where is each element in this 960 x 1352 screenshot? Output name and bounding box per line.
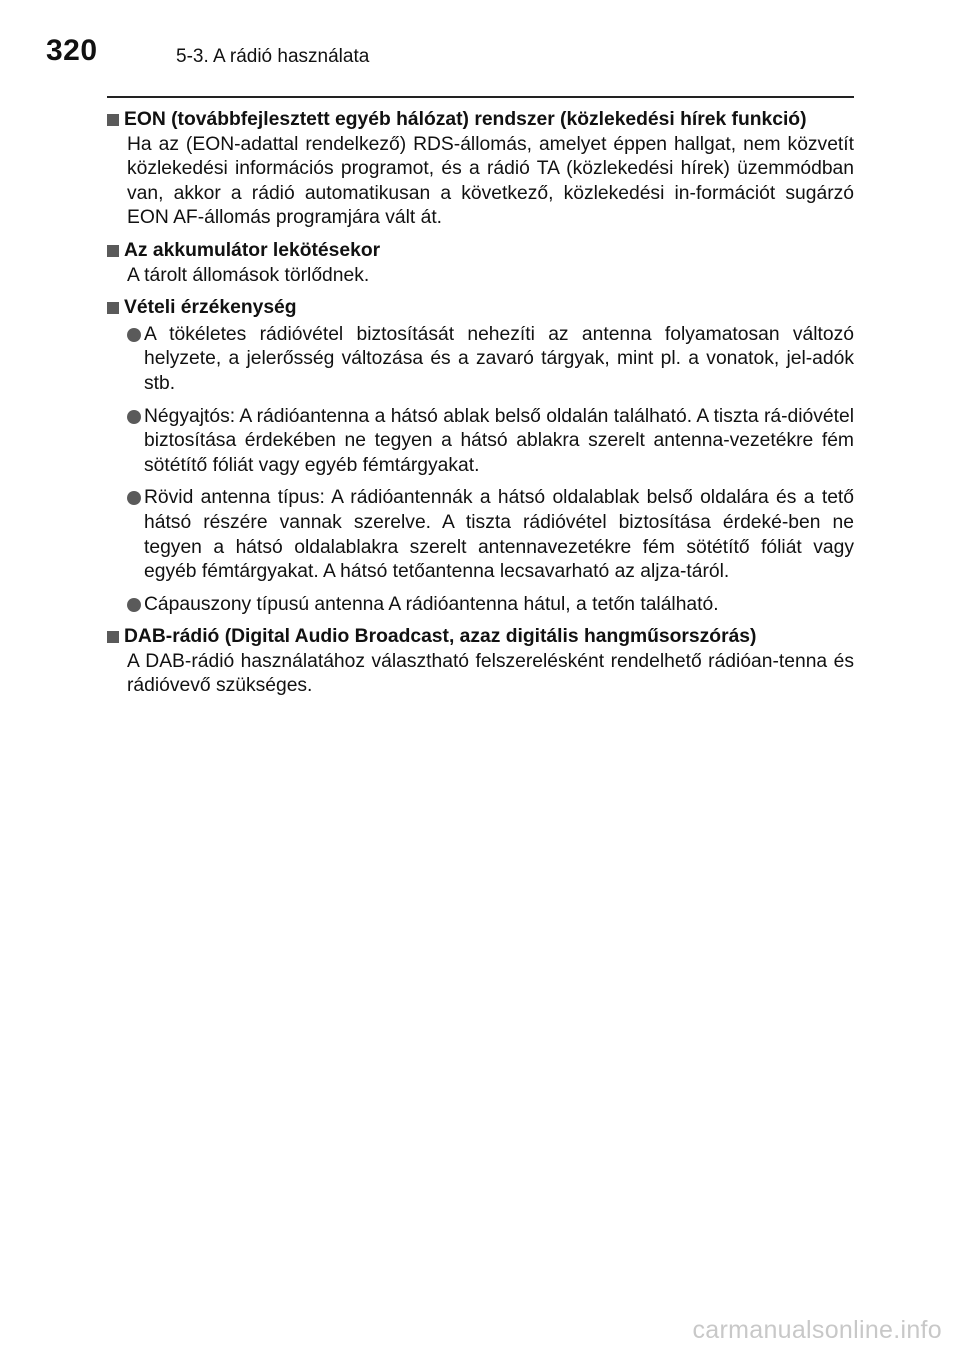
- section-heading: [107, 108, 854, 133]
- square-bullet-icon: [107, 631, 119, 643]
- section-heading: [107, 625, 854, 650]
- section-heading-text: EON (továbbfejlesztett egyéb hálózat) rendszer (közlekedési hírek funkció): [124, 109, 807, 130]
- header-divider: [107, 96, 854, 98]
- round-bullet-icon: [127, 410, 141, 424]
- section-dab: [107, 625, 854, 699]
- section-battery: [107, 239, 854, 288]
- section-title: 5-3. A rádió használata: [176, 46, 370, 67]
- section-heading-text: Az akkumulátor lekötésekor: [124, 239, 381, 261]
- watermark: carmanualsonline.info: [692, 1316, 942, 1344]
- section-heading-text: Vételi érzékenység: [124, 297, 297, 319]
- square-bullet-icon: [107, 245, 119, 257]
- page-number: 320: [46, 34, 98, 67]
- round-bullet-icon: [127, 328, 141, 342]
- list-item: [127, 323, 854, 397]
- section-heading: [107, 296, 854, 321]
- list-item-text: Rövid antenna típus: A rádióantennák a hátsó oldalablak belső oldalára és a tető hátsó részére vannak szerelve. A tiszta rádióvétel biztosítása érdeké-ben ne tegyen a hátsó oldalablakra szerelt antennavezetékre fém sötétítő fóliát vagy egyéb fémtárgyakat. A hátsó tetőantenna lecsavarható az aljza-táról.: [144, 487, 854, 583]
- section-heading-text: DAB-rádió (Digital Audio Broadcast, azaz digitális hangműsorszórás): [124, 626, 757, 648]
- section-eon: [107, 108, 854, 231]
- round-bullet-icon: [127, 491, 141, 505]
- section-reception: [107, 296, 854, 617]
- list-item: [127, 486, 854, 584]
- square-bullet-icon: [107, 114, 119, 126]
- list-item-text: A tökéletes rádióvétel biztosítását nehezíti az antenna folyamatosan változó helyzete, a jelerősség változása és a zavaró tárgyak, mint pl. a vonatok, jel-adók stb.: [144, 323, 854, 394]
- section-body: A DAB-rádió használatához választható felszerelésként rendelhető rádióan-tenna és rádióvevő szükséges.: [127, 650, 854, 697]
- page-content: [107, 108, 854, 707]
- list-item: [127, 593, 854, 618]
- list-item-text: Négyajtós: A rádióantenna a hátsó ablak belső oldalán található. A tiszta rá-dióvétel biztosítása érdekében ne tegyen a hátsó ablakra szerelt antenna-vezetékre fém sötétítő fóliát vagy egyéb fémtárgyakat.: [144, 405, 854, 476]
- section-body: Ha az (EON-adattal rendelkező) RDS-állomás, amelyet éppen hallgat, nem közvetít közlekedési információs programot, és a rádió TA (közlekedési hírek) üzemmódban van, akkor a rádió automatikusan a következő, közlekedési in-formációt sugárzó EON AF-állomás programjára vált át.: [127, 133, 854, 229]
- list-item-text: Cápauszony típusú antenna A rádióantenna hátul, a tetőn található.: [144, 593, 719, 615]
- list-item: [127, 405, 854, 479]
- round-bullet-icon: [127, 598, 141, 612]
- section-body: A tárolt állomások törlődnek.: [127, 264, 370, 286]
- square-bullet-icon: [107, 302, 119, 314]
- section-heading: [107, 239, 854, 264]
